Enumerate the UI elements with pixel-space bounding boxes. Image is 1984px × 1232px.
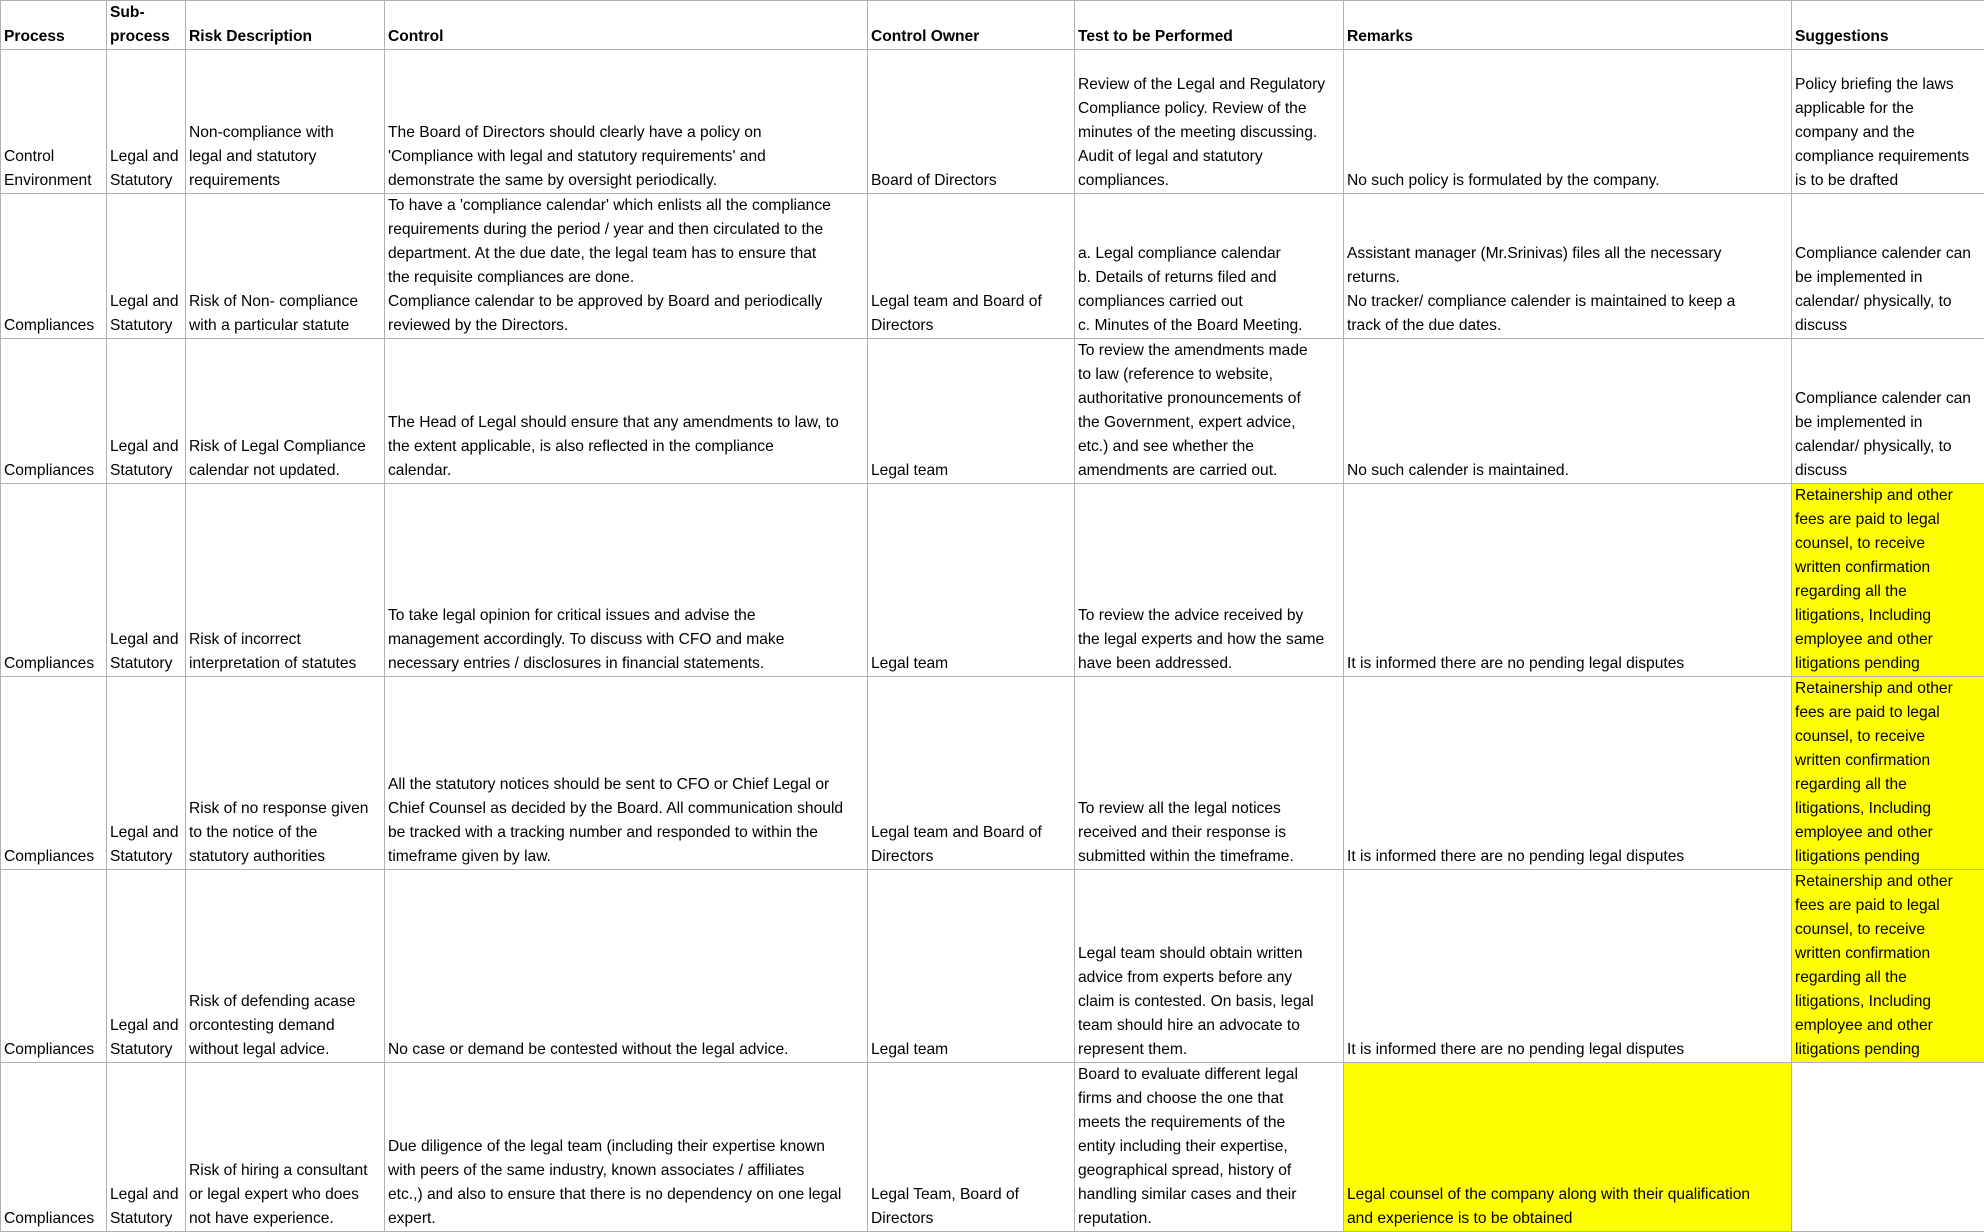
cell-remarks[interactable]: It is informed there are no pending legal disputes xyxy=(1344,677,1792,870)
header-suggestions[interactable]: Suggestions xyxy=(1792,1,1984,50)
cell-process[interactable]: Compliances xyxy=(1,484,107,677)
cell-control-owner[interactable]: Legal Team, Board of Directors xyxy=(868,1063,1075,1232)
header-remarks[interactable]: Remarks xyxy=(1344,1,1792,50)
cell-test-to-be-performed[interactable]: To review all the legal notices received and their response is submitted within the timeframe. xyxy=(1075,677,1344,870)
header-control[interactable]: Control xyxy=(385,1,868,50)
cell-risk-description[interactable]: Risk of incorrect interpretation of statutes xyxy=(186,484,385,677)
cell-control-owner[interactable]: Legal team and Board of Directors xyxy=(868,194,1075,339)
cell-risk-description[interactable]: Risk of no response given to the notice of the statutory authorities xyxy=(186,677,385,870)
cell-control-owner[interactable]: Legal team xyxy=(868,484,1075,677)
cell-subprocess[interactable]: Legal and Statutory xyxy=(107,194,186,339)
cell-subprocess[interactable]: Legal and Statutory xyxy=(107,484,186,677)
cell-process[interactable]: Compliances xyxy=(1,194,107,339)
cell-control[interactable]: No case or demand be contested without the legal advice. xyxy=(385,870,868,1063)
header-subprocess[interactable]: Sub- process xyxy=(107,1,186,50)
cell-control[interactable]: To have a 'compliance calendar' which enlists all the compliance requirements during the period / year and then circulated to the department. At the due date, the legal team has to ensure that the requisite compliances are done. Compliance calendar to be approved by Board and periodically reviewed by the Directors. xyxy=(385,194,868,339)
cell-subprocess[interactable]: Legal and Statutory xyxy=(107,50,186,194)
cell-suggestions-highlighted[interactable]: Retainership and other fees are paid to legal counsel, to receive written confirmation regarding all the litigations, Including employee and other litigations pending xyxy=(1792,870,1984,1063)
cell-remarks-highlighted[interactable]: Legal counsel of the company along with their qualification and experience is to be obtained xyxy=(1344,1063,1792,1232)
table-row xyxy=(1,50,1984,194)
cell-risk-description[interactable]: Risk of Non- compliance with a particular statute xyxy=(186,194,385,339)
cell-suggestions[interactable]: Compliance calender can be implemented in calendar/ physically, to discuss xyxy=(1792,339,1984,484)
table-row xyxy=(1,484,1984,677)
cell-remarks[interactable]: No such policy is formulated by the company. xyxy=(1344,50,1792,194)
cell-subprocess[interactable]: Legal and Statutory xyxy=(107,1063,186,1232)
cell-test-to-be-performed[interactable]: To review the amendments made to law (reference to website, authoritative pronouncements of the Government, expert advice, etc.) and see whether the amendments are carried out. xyxy=(1075,339,1344,484)
cell-risk-description[interactable]: Risk of defending acase orcontesting demand without legal advice. xyxy=(186,870,385,1063)
cell-suggestions-highlighted[interactable]: Retainership and other fees are paid to legal counsel, to receive written confirmation regarding all the litigations, Including employee and other litigations pending xyxy=(1792,677,1984,870)
cell-remarks[interactable]: It is informed there are no pending legal disputes xyxy=(1344,484,1792,677)
cell-subprocess[interactable]: Legal and Statutory xyxy=(107,870,186,1063)
table-row xyxy=(1,677,1984,870)
cell-control[interactable]: Due diligence of the legal team (including their expertise known with peers of the same industry, known associates / affiliates etc.,) and also to ensure that there is no dependency on one legal expert. xyxy=(385,1063,868,1232)
cell-suggestions-highlighted[interactable]: Retainership and other fees are paid to legal counsel, to receive written confirmation regarding all the litigations, Including employee and other litigations pending xyxy=(1792,484,1984,677)
table-row xyxy=(1,339,1984,484)
header-test-to-be-performed[interactable]: Test to be Performed xyxy=(1075,1,1344,50)
cell-control-owner[interactable]: Legal team xyxy=(868,870,1075,1063)
cell-control-owner[interactable]: Legal team xyxy=(868,339,1075,484)
cell-control-owner[interactable]: Board of Directors xyxy=(868,50,1075,194)
cell-test-to-be-performed[interactable]: Review of the Legal and Regulatory Compliance policy. Review of the minutes of the meeting discussing. Audit of legal and statutory compliances. xyxy=(1075,50,1344,194)
header-process[interactable]: Process xyxy=(1,1,107,50)
cell-suggestions[interactable] xyxy=(1792,1063,1984,1232)
cell-test-to-be-performed[interactable]: Legal team should obtain written advice from experts before any claim is contested. On basis, legal team should hire an advocate to represent them. xyxy=(1075,870,1344,1063)
cell-risk-description[interactable]: Risk of hiring a consultant or legal expert who does not have experience. xyxy=(186,1063,385,1232)
cell-risk-description[interactable]: Non-compliance with legal and statutory requirements xyxy=(186,50,385,194)
cell-suggestions[interactable]: Compliance calender can be implemented in calendar/ physically, to discuss xyxy=(1792,194,1984,339)
cell-test-to-be-performed[interactable]: a. Legal compliance calendar b. Details of returns filed and compliances carried out c. Minutes of the Board Meeting. xyxy=(1075,194,1344,339)
cell-control[interactable]: The Board of Directors should clearly have a policy on 'Compliance with legal and statutory requirements' and demonstrate the same by oversight periodically. xyxy=(385,50,868,194)
cell-remarks[interactable]: No such calender is maintained. xyxy=(1344,339,1792,484)
cell-process[interactable]: Compliances xyxy=(1,1063,107,1232)
cell-remarks[interactable]: It is informed there are no pending legal disputes xyxy=(1344,870,1792,1063)
cell-suggestions[interactable]: Policy briefing the laws applicable for the company and the compliance requirements is to be drafted xyxy=(1792,50,1984,194)
table-row xyxy=(1,1063,1984,1232)
cell-control-owner[interactable]: Legal team and Board of Directors xyxy=(868,677,1075,870)
cell-test-to-be-performed[interactable]: To review the advice received by the legal experts and how the same have been addressed. xyxy=(1075,484,1344,677)
header-control-owner[interactable]: Control Owner xyxy=(868,1,1075,50)
cell-control[interactable]: To take legal opinion for critical issues and advise the management accordingly. To discuss with CFO and make necessary entries / disclosures in financial statements. xyxy=(385,484,868,677)
header-row xyxy=(1,1,1984,50)
header-risk-description[interactable]: Risk Description xyxy=(186,1,385,50)
cell-subprocess[interactable]: Legal and Statutory xyxy=(107,339,186,484)
cell-control[interactable]: All the statutory notices should be sent to CFO or Chief Legal or Chief Counsel as decided by the Board. All communication should be tracked with a tracking number and responded to within the timeframe given by law. xyxy=(385,677,868,870)
cell-control[interactable]: The Head of Legal should ensure that any amendments to law, to the extent applicable, is also reflected in the compliance calendar. xyxy=(385,339,868,484)
cell-subprocess[interactable]: Legal and Statutory xyxy=(107,677,186,870)
cell-risk-description[interactable]: Risk of Legal Compliance calendar not updated. xyxy=(186,339,385,484)
table-row xyxy=(1,870,1984,1063)
cell-process[interactable]: Compliances xyxy=(1,339,107,484)
cell-process[interactable]: Compliances xyxy=(1,870,107,1063)
cell-test-to-be-performed[interactable]: Board to evaluate different legal firms and choose the one that meets the requirements of the entity including their expertise, geographical spread, history of handling similar cases and their reputation. xyxy=(1075,1063,1344,1232)
cell-remarks[interactable]: Assistant manager (Mr.Srinivas) files all the necessary returns. No tracker/ compliance calender is maintained to keep a track of the due dates. xyxy=(1344,194,1792,339)
cell-process[interactable]: Compliances xyxy=(1,677,107,870)
table-row xyxy=(1,194,1984,339)
cell-process[interactable]: Control Environment xyxy=(1,50,107,194)
